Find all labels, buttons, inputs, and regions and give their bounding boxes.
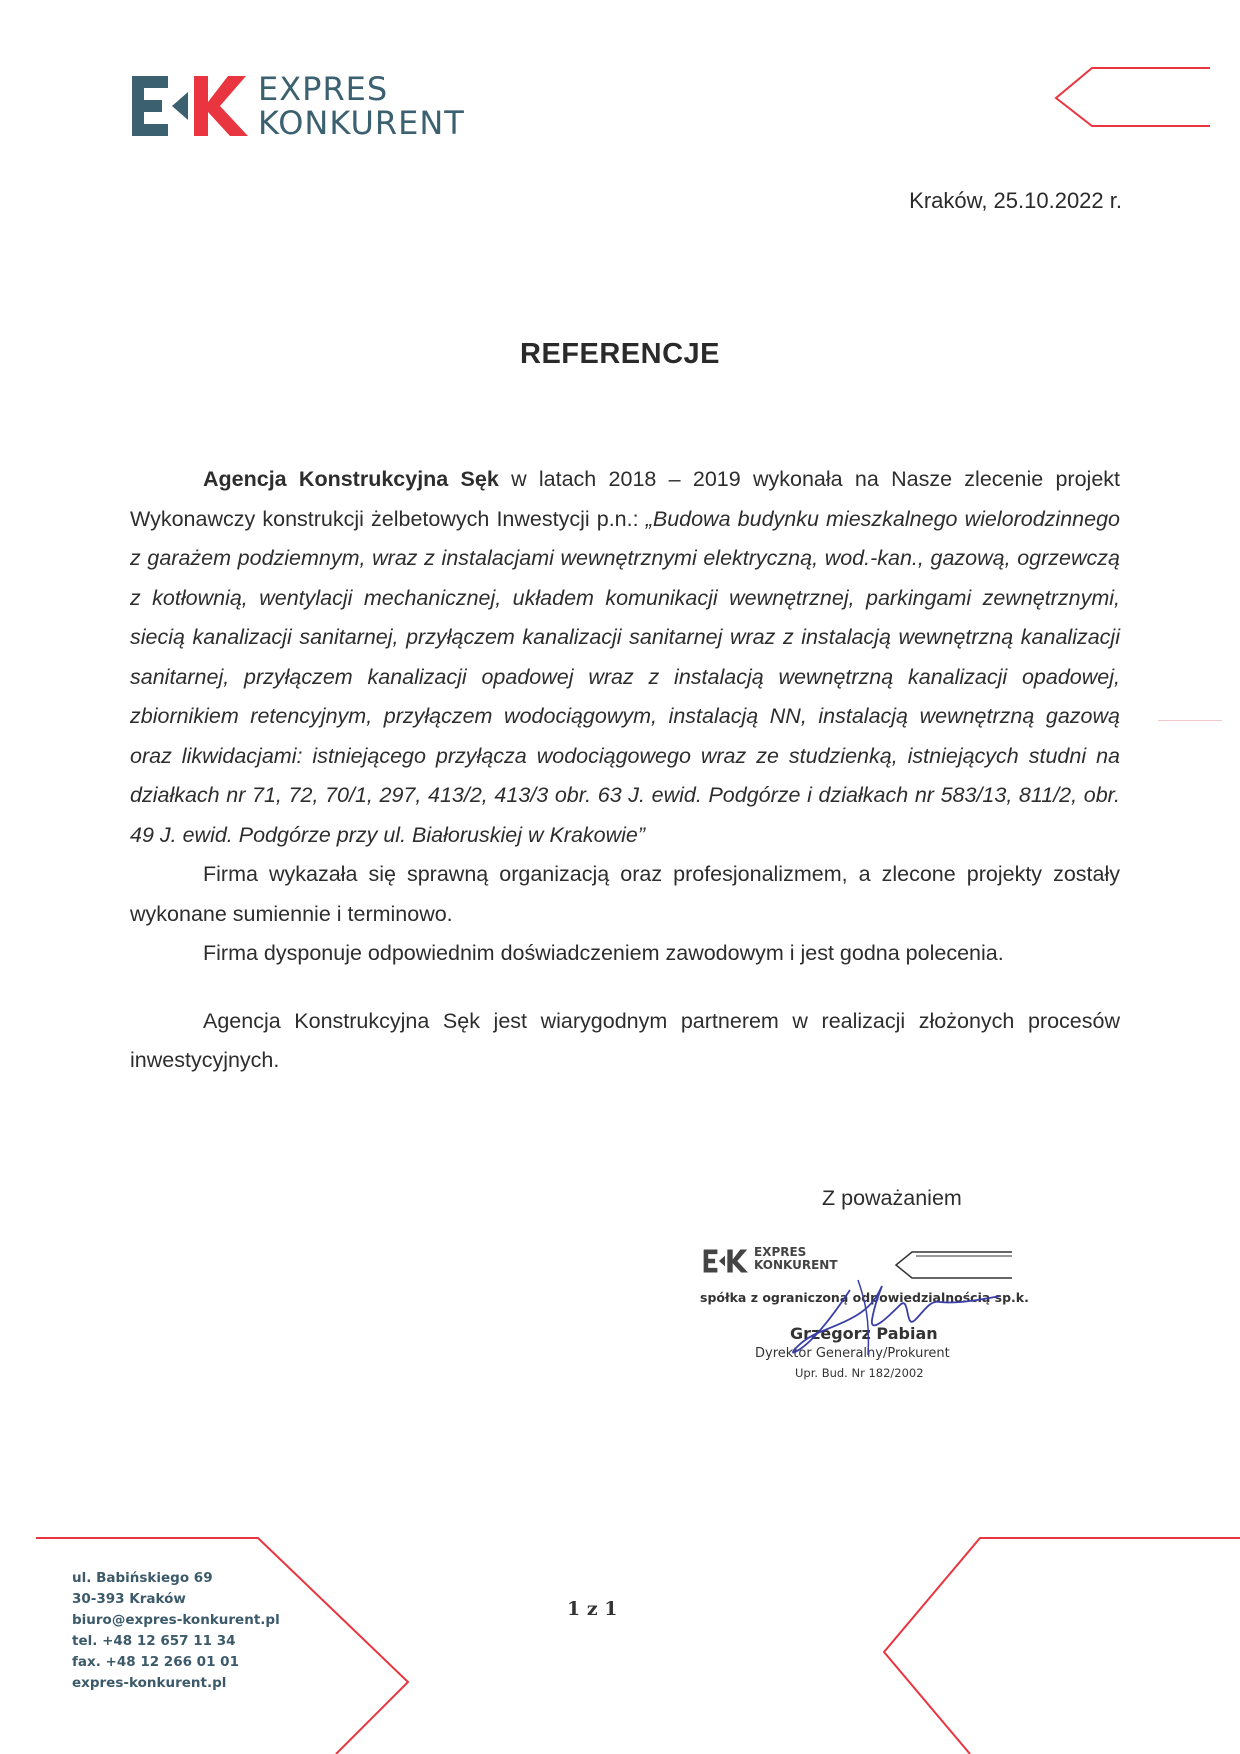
paragraph-4: Agencja Konstrukcyjna Sęk jest wiarygodnym partnerem w realizacji złożonych procesów inwestycyjnych.	[130, 1008, 1120, 1072]
decorative-bracket-icon	[1050, 66, 1210, 130]
footer-fax: fax. +48 12 266 01 01	[72, 1654, 239, 1670]
footer-city: 30-393 Kraków	[72, 1591, 186, 1607]
company-logo	[128, 72, 528, 142]
project-description: „Budowa budynku mieszkalnego wielorodzinnego z garażem podziemnym, wraz z instalacjami wewnętrznymi elektryczną, wod.-kan., gazową, ogrzewczą z kotłownią, wentylacji mechanicznej, układem komunikacji wewnętrznej, parkingami zewnętrznymi, siecią kanalizacji sanitarnej, przyłączem kanalizacji sanitarnej wraz z instalacją wewnętrzną kanalizacji sanitarnej, przyłączem kanalizacji opadowej wraz z instalacją wewnętrzną kanalizacji opadowej, zbiornikiem retencyjnym, przyłączem wodociągowym, instalacją NN, instalacją wewnętrzną gazową oraz likwidacjami: istniejącego przyłącza wodociągowego wraz ze studzienką, istniejących studni na działkach nr 71, 72, 70/1, 297, 413/2, 413/3 obr. 63 J. ewid. Podgórze i działkach nr 583/13, 811/2, obr. 49 J. ewid. Podgórze przy ul. Białoruskiej w Krakowie”	[130, 506, 1120, 847]
footer-right-decoration-icon	[880, 1532, 1240, 1754]
intro-text: w latach 2018 – 2019 wykonała na Nasze zlecenie projekt Wykonawczy konstrukcji żelbetowych Inwestycji p.n.:	[130, 467, 1120, 531]
stamp-brand-line-1: EXPRES	[754, 1245, 807, 1259]
company-stamp	[700, 1240, 1040, 1390]
page-number: 1 z 1	[567, 1598, 618, 1620]
signatory-name: Grzegorz Pabian	[790, 1324, 938, 1343]
ek-logo-mark-icon	[128, 72, 253, 140]
footer-street: ul. Babińskiego 69	[72, 1570, 213, 1586]
footer-email: biuro@expres-konkurent.pl	[72, 1612, 280, 1628]
stamp-company-form: spółka z ograniczoną odpowiedzialnością sp.k.	[700, 1290, 1029, 1305]
letter-date: Kraków, 25.10.2022 r.	[909, 188, 1122, 213]
signatory-permit: Upr. Bud. Nr 182/2002	[795, 1366, 924, 1380]
signatory-role: Dyrektor Generalny/Prokurent	[755, 1346, 950, 1361]
footer-contact	[72, 1568, 280, 1694]
brand-line-2: KONKURENT	[258, 104, 465, 142]
paragraph-3: Firma dysponuje odpowiednim doświadczeniem zawodowym i jest godna polecenia.	[203, 941, 1004, 965]
letter-body	[130, 460, 1120, 1081]
brand-line-1: EXPRES	[258, 70, 389, 108]
paragraph-1	[130, 460, 1120, 855]
footer-web: expres-konkurent.pl	[72, 1675, 227, 1691]
paragraph-2: Firma wykazała się sprawną organizacją oraz profesjonalizmem, a zlecone projekty zostały wykonane sumiennie i terminowo.	[130, 862, 1120, 926]
page-title: REFERENCJE	[520, 338, 720, 370]
footer-tel: tel. +48 12 657 11 34	[72, 1633, 236, 1649]
company-name: Agencja Konstrukcyjna Sęk	[203, 467, 499, 491]
handwritten-signature-icon	[740, 1260, 1000, 1370]
stamp-brand-line-2: KONKURENT	[754, 1258, 838, 1272]
margin-mark	[1158, 720, 1222, 721]
closing-salutation: Z poważaniem	[822, 1186, 962, 1210]
